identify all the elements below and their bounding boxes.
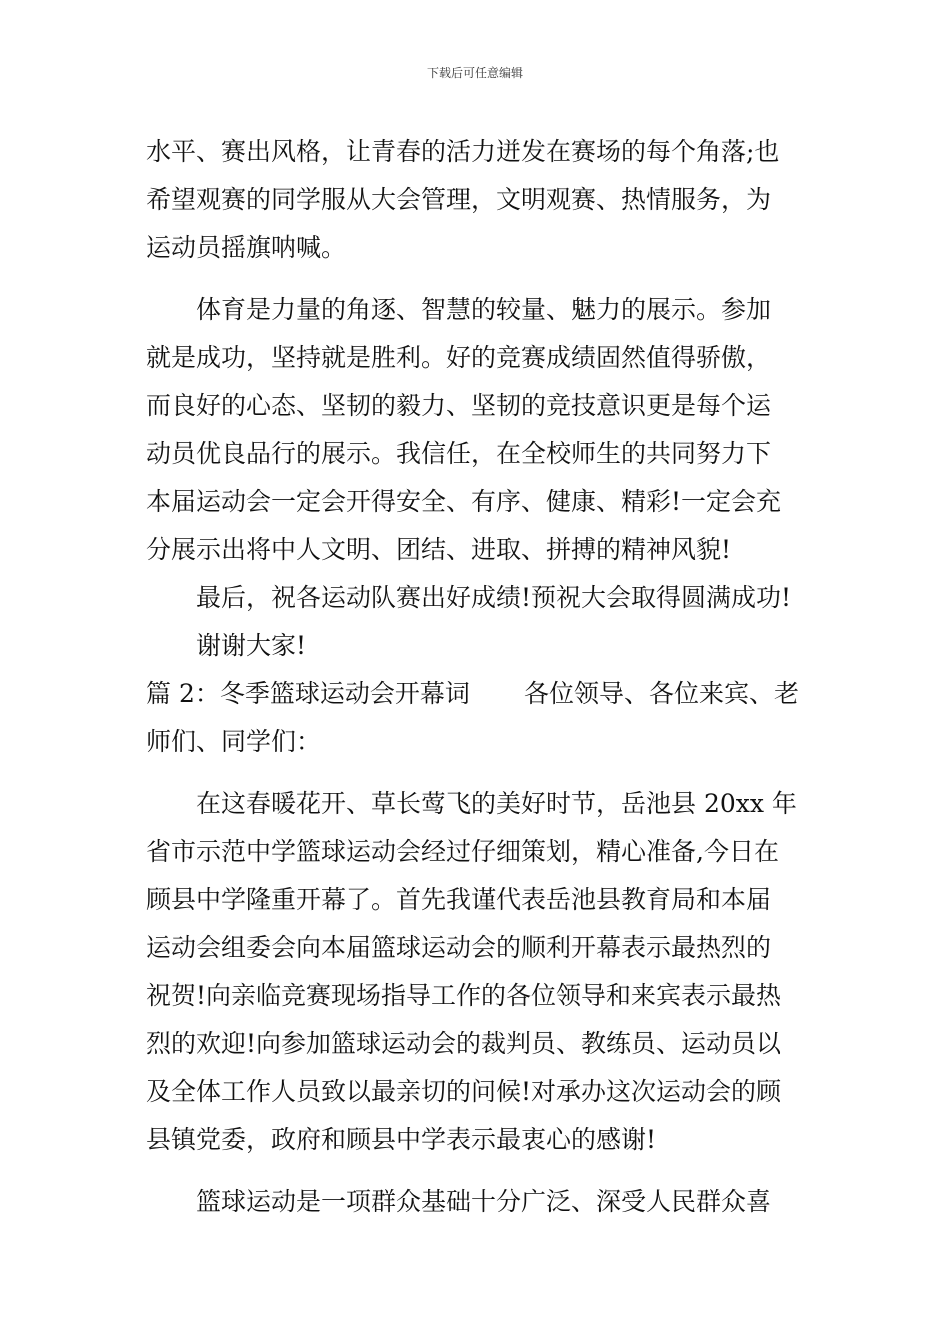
text-line: 运动会组委会向本届篮球运动会的顺利开幕表示最热烈的 bbox=[146, 933, 772, 962]
text-line: 希望观赛的同学服从大会管理，文明观赛、热情服务，为 bbox=[146, 185, 772, 214]
text-line: 县镇党委，政府和顾县中学表示最衷心的感谢! bbox=[146, 1125, 657, 1154]
paragraph-2 bbox=[146, 286, 806, 670]
document-body bbox=[146, 128, 806, 1226]
text-line: 谢谢大家! bbox=[146, 631, 307, 660]
text-line: 烈的欢迎!向参加篮球运动会的裁判员、教练员、运动员以 bbox=[146, 1029, 782, 1058]
paragraph-4 bbox=[146, 1178, 806, 1226]
text-line: 运动员摇旗呐喊。 bbox=[146, 233, 347, 262]
text-line: 最后，祝各运动队赛出好成绩!预祝大会取得圆满成功! bbox=[146, 583, 792, 612]
text-line: 分展示出将中人文明、团结、进取、拼搏的精神风貌! bbox=[146, 535, 732, 564]
text-line: 动员优良品行的展示。我信任，在全校师生的共同努力下 bbox=[146, 439, 772, 468]
text-line: 而良好的心态、坚韧的毅力、坚韧的竞技意识更是每个运 bbox=[146, 391, 772, 420]
text-line: 水平、赛出风格，让青春的活力迸发在赛场的每个角落;也 bbox=[146, 137, 780, 166]
text-line: 顾县中学隆重开幕了。首先我谨代表岳池县教育局和本届 bbox=[146, 885, 772, 914]
text-line: 及全体工作人员致以最亲切的问候!对承办这次运动会的顾 bbox=[146, 1077, 782, 1106]
text-line: 篮球运动是一项群众基础十分广泛、深受人民群众喜 bbox=[146, 1187, 772, 1216]
text-line: 本届运动会一定会开得安全、有序、健康、精彩!一定会充 bbox=[146, 487, 782, 516]
paragraph-1 bbox=[146, 128, 806, 272]
paragraph-3 bbox=[146, 780, 806, 1164]
section-heading bbox=[146, 670, 806, 718]
text-line: 省市示范中学篮球运动会经过仔细策划，精心准备,今日在 bbox=[146, 837, 779, 866]
text-line: 祝贺!向亲临竞赛现场指导工作的各位领导和来宾表示最热 bbox=[146, 981, 782, 1010]
greeting-text: 师们、同学们： bbox=[146, 727, 322, 756]
greeting-text: 各位领导、各位来宾、老 bbox=[524, 679, 800, 708]
page-header: 下载后可任意编辑 bbox=[426, 66, 523, 80]
text-line: 就是成功，坚持就是胜利。好的竞赛成绩固然值得骄傲， bbox=[146, 343, 772, 372]
section-title: 篇 2：冬季篮球运动会开幕词 bbox=[146, 679, 470, 708]
text-line: 体育是力量的角逐、智慧的较量、魅力的展示。参加 bbox=[146, 295, 772, 324]
text-line: 在这春暖花开、草长莺飞的美好时节，岳池县 20xx 年 bbox=[146, 789, 797, 818]
